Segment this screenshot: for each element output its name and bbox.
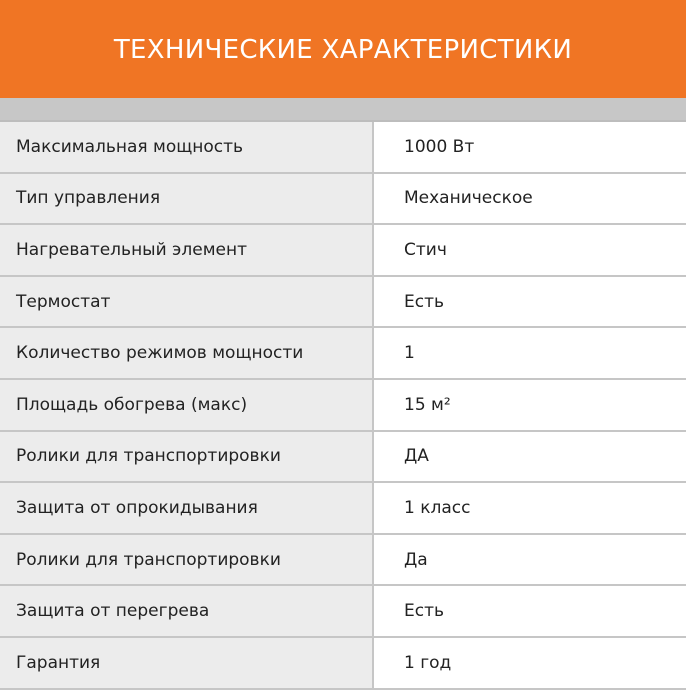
spec-value: Да — [374, 535, 686, 585]
spec-value: 1 год — [374, 638, 686, 688]
table-row — [0, 277, 686, 329]
table-row — [0, 432, 686, 484]
header-divider-band — [0, 98, 686, 120]
spec-value: ДА — [374, 432, 686, 482]
spec-label: Тип управления — [0, 174, 374, 224]
spec-label: Максимальная мощность — [0, 122, 374, 172]
spec-value: Есть — [374, 277, 686, 327]
spec-label: Нагревательный элемент — [0, 225, 374, 275]
table-row — [0, 328, 686, 380]
spec-value: Механическое — [374, 174, 686, 224]
header-banner — [0, 0, 686, 98]
spec-label: Ролики для транспортировки — [0, 535, 374, 585]
spec-label: Ролики для транспортировки — [0, 432, 374, 482]
table-row — [0, 380, 686, 432]
table-row — [0, 122, 686, 174]
spec-label: Гарантия — [0, 638, 374, 688]
spec-value: 15 м² — [374, 380, 686, 430]
table-row — [0, 535, 686, 587]
table-row — [0, 638, 686, 690]
spec-value: 1 — [374, 328, 686, 378]
spec-value: Есть — [374, 586, 686, 636]
specs-table — [0, 120, 686, 690]
spec-value: 1000 Вт — [374, 122, 686, 172]
spec-label: Защита от опрокидывания — [0, 483, 374, 533]
spec-label: Площадь обогрева (макс) — [0, 380, 374, 430]
table-row — [0, 586, 686, 638]
spec-value: Стич — [374, 225, 686, 275]
table-row — [0, 483, 686, 535]
spec-label: Защита от перегрева — [0, 586, 374, 636]
spec-label: Количество режимов мощности — [0, 328, 374, 378]
table-row — [0, 225, 686, 277]
page-title: ТЕХНИЧЕСКИЕ ХАРАКТЕРИСТИКИ — [113, 35, 573, 65]
spec-value: 1 класс — [374, 483, 686, 533]
table-row — [0, 174, 686, 226]
spec-label: Термостат — [0, 277, 374, 327]
